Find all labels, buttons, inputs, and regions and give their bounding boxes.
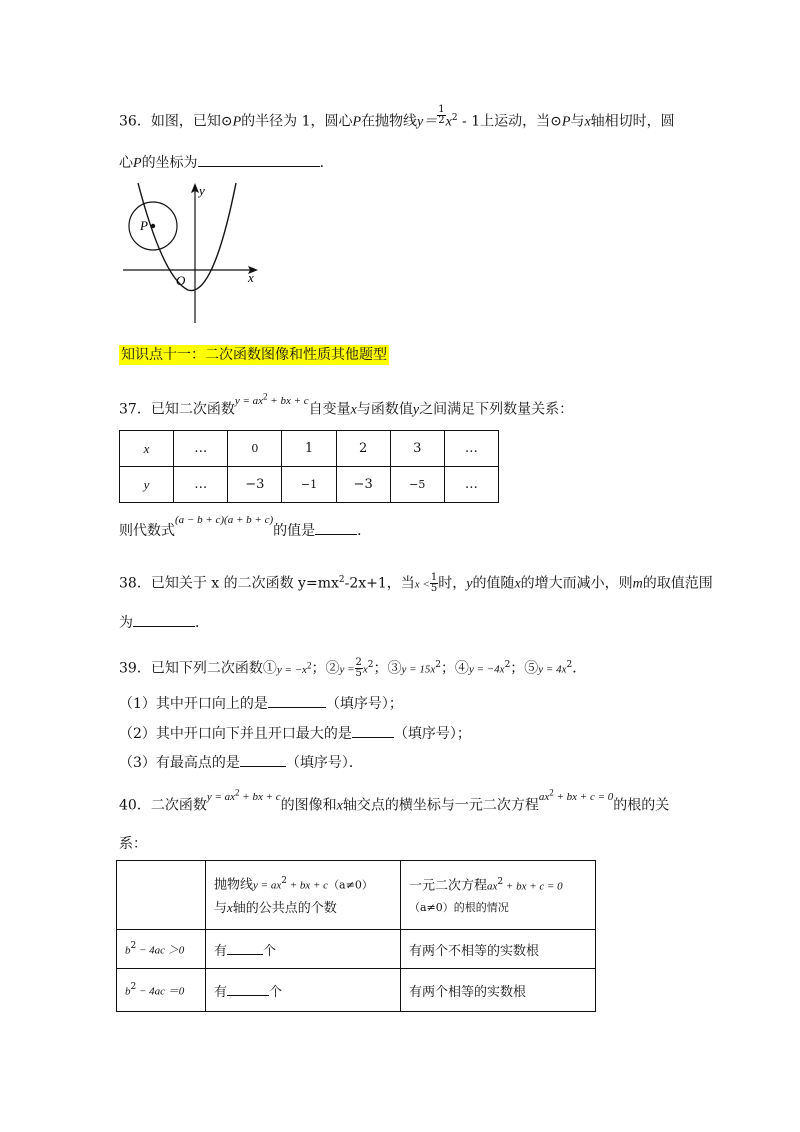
q39-text: （2）其中开口向下并且开口最大的是 [119, 726, 352, 742]
q36-var-p: P [133, 156, 142, 171]
table-cell: … [444, 467, 498, 503]
table-cell: −3 [228, 467, 282, 503]
q39-text: （填序号）． [285, 755, 363, 771]
q36-formula: x [445, 114, 452, 130]
q39-sub2 [119, 723, 471, 744]
table-row [117, 861, 596, 930]
table-cell [206, 930, 401, 969]
table-cell: x [120, 431, 174, 467]
q39-text: ． [572, 660, 587, 677]
q40-condition: b [125, 985, 131, 998]
table-header-cell [206, 861, 401, 930]
q38-var-x: x [514, 576, 521, 592]
q37-exp: 2 [263, 391, 268, 401]
q39-line1 [119, 655, 586, 680]
q39-formula: y = −x [276, 663, 307, 676]
q37-formula-part: y = ax [234, 394, 264, 407]
q37-line2 [119, 514, 372, 542]
q40-condition: − 4ac ＝0 [136, 985, 185, 998]
q36-text: 在抛物线 [361, 113, 418, 130]
point-p [151, 224, 155, 228]
q40-formula: + bx + c [286, 879, 329, 892]
q36-text: 与 [570, 113, 585, 130]
q40-text: 有 [214, 943, 228, 959]
table-row [120, 467, 499, 503]
q40-var-x: x [336, 798, 343, 814]
q36-answer-blank[interactable] [198, 152, 320, 167]
q36-line1 [119, 104, 675, 133]
q36-text: 如图，已知⊙ [150, 113, 233, 130]
q39-text: （1）其中开口向上的是 [119, 696, 268, 712]
q36-fraction [437, 105, 445, 126]
q37-text: 自变量 [308, 401, 351, 418]
table-cell: −3 [336, 467, 390, 503]
table-cell: −1 [282, 467, 336, 503]
q39-text: ；② [311, 660, 340, 677]
q40-text: 个 [269, 984, 283, 1000]
q40-row1-blank[interactable] [227, 940, 263, 955]
q40-formula: + bx + c = 0 [503, 880, 563, 893]
table-cell [206, 969, 401, 1012]
q40-exp: 2 [130, 981, 137, 992]
q36-var-p: P [232, 114, 242, 130]
q38-exp: 2 [338, 575, 345, 585]
q38-frac-num: 1 [430, 572, 438, 584]
q40-text: 轴交点的横坐标与一元二次方程 [342, 797, 539, 814]
parabola [138, 183, 236, 291]
table-cell: 有两个相等的实数根 [401, 969, 596, 1012]
q38-frac-den: 5 [430, 583, 438, 595]
q40-condition: − 4ac ＞0 [136, 944, 185, 957]
q39-formula: y = [339, 663, 355, 676]
table-cell: 3 [390, 431, 444, 467]
q40-text: （a≠0）的根的情况 [409, 901, 509, 915]
q36-var-x: x [584, 114, 591, 130]
q40-text: 的根的关 [613, 797, 670, 814]
q40-exp: 2 [235, 787, 240, 797]
q40-condition: b [125, 944, 131, 957]
table-cell-empty [117, 861, 206, 930]
q38-text: 的取值范围 [642, 575, 713, 592]
q39-sub3 [119, 752, 363, 773]
q39-formula: y = −4x [468, 663, 505, 676]
q36-text: 的坐标为 [141, 155, 198, 171]
q37-text: 则代数式 [119, 523, 175, 539]
table-cell: … [174, 431, 228, 467]
q38-var-y: y [466, 576, 473, 592]
q39-sub3-blank[interactable] [240, 752, 286, 767]
q39-exp: 2 [435, 660, 441, 670]
q39-formula: x [362, 663, 368, 676]
q36-exp: 2 [451, 113, 458, 123]
q39-text: ；④ [440, 660, 469, 677]
section-header [119, 345, 389, 365]
q38-fraction [430, 573, 438, 594]
table-cell: 1 [282, 431, 336, 467]
q40-equation [538, 787, 614, 803]
q40-eq-part: + bx + c = 0 [553, 790, 614, 803]
q39-exp: 2 [504, 660, 511, 670]
q40-table [116, 860, 596, 1012]
q38-line1 [119, 570, 713, 595]
q38-text: ． [195, 615, 209, 631]
q39-sub1-blank[interactable] [268, 693, 326, 708]
q36-text: ． [319, 155, 334, 171]
q40-exp: 2 [497, 876, 504, 887]
table-cell: 2 [336, 431, 390, 467]
q39-f1 [276, 660, 312, 676]
table-cell [117, 930, 206, 969]
q38-text: 时， [438, 575, 467, 592]
q39-formula: y = 15x [401, 663, 436, 676]
q39-exp: 2 [566, 660, 573, 670]
q36-frac-den: 2 [438, 115, 445, 127]
q40-text: 个 [263, 943, 277, 959]
table-row [120, 431, 499, 467]
q40-row2-blank[interactable] [227, 981, 269, 996]
table-row [117, 969, 596, 1012]
q39-text: （3）有最高点的是 [119, 755, 240, 771]
q37-var-y: y [412, 402, 420, 418]
q37-text: 37．已知二次函数 [119, 401, 235, 418]
q39-sub2-blank[interactable] [352, 723, 394, 738]
label-x: x [248, 270, 254, 285]
q37-expression: (a − b + c)(a + b + c) [175, 514, 274, 526]
q37-formula-part: + bx + c [267, 394, 309, 407]
q36-text: 心 [119, 155, 133, 171]
q36-text: 的半径为 1，圆心 [241, 113, 353, 130]
q40-eq-part: ax [538, 790, 550, 803]
q39-frac-den: 5 [355, 668, 362, 680]
q37-line1 [119, 391, 574, 421]
q40-condition: （a≠0） [328, 878, 373, 892]
table-cell: … [444, 431, 498, 467]
q40-var-x: x [227, 899, 233, 915]
table-cell: y [120, 467, 174, 503]
q36-var-p: P [352, 114, 362, 130]
q38-text: 的值随 [472, 575, 515, 592]
q40-formula: ax [487, 880, 498, 893]
q36-var-p: P [561, 114, 571, 130]
q39-text: （填序号）； [393, 726, 471, 742]
q39-frac-num: 2 [355, 657, 362, 669]
q39-text: （填序号）； [325, 696, 403, 712]
section-title: 知识点十一：二次函数图像和性质其他题型 [121, 347, 387, 363]
q40-text: 有 [214, 984, 228, 1000]
q40-text: 系： [119, 836, 147, 852]
q38-line2 [119, 612, 209, 633]
label-y: y [199, 183, 205, 198]
q38-text: 的增大而减小，则 [520, 575, 633, 592]
q38-condition: x < [414, 578, 430, 591]
q39-sub1 [119, 693, 403, 714]
q40-text: 轴的公共点的个数 [232, 900, 337, 916]
q40-formula [206, 787, 281, 803]
q37-table [119, 430, 499, 503]
q36-line2 [119, 152, 334, 174]
table-cell: 0 [228, 431, 282, 467]
q37-text: 之间满足下列数量关系： [419, 401, 574, 418]
q40-text: 与 [214, 900, 228, 916]
q36-number: 36． [119, 113, 151, 130]
q40-text: 的图像和 [280, 797, 337, 814]
q40-text: 40．二次函数 [119, 797, 207, 814]
q36-figure [118, 178, 268, 328]
q39-exp: 2 [306, 660, 312, 670]
q39-fraction [355, 658, 363, 679]
q40-exp: 2 [281, 876, 287, 887]
q39-formula: y = 4x [538, 663, 567, 676]
q37-text: 的值是 [273, 523, 316, 539]
q40-exp: 2 [549, 787, 554, 797]
q37-text: 与函数值 [356, 401, 413, 418]
q36-frac-num: 1 [438, 104, 445, 116]
table-cell: −5 [390, 467, 444, 503]
q40-formula-part: y = ax [206, 790, 236, 803]
q40-formula-part: + bx + c [239, 790, 281, 803]
table-cell: … [174, 467, 228, 503]
table-header-cell [401, 861, 596, 930]
q36-formula: y＝ [417, 114, 438, 130]
table-row [117, 930, 596, 969]
q38-text: 为 [119, 615, 133, 631]
q40-text: 一元二次方程 [409, 878, 488, 894]
q38-var-m: m [632, 576, 643, 592]
q40-text: 抛物线 [214, 877, 254, 893]
q38-text: -2x+1，当 [344, 575, 415, 592]
q39-text: ；③ [373, 660, 402, 677]
label-o: O [176, 273, 186, 288]
q37-text: ． [357, 523, 372, 539]
table-cell [117, 969, 206, 1012]
label-p: P [140, 218, 148, 233]
table-cell: 有两个不相等的实数根 [401, 930, 596, 969]
q38-answer-blank[interactable] [133, 612, 195, 627]
q40-line1 [119, 787, 670, 817]
q36-text: 轴相切时，圆 [590, 113, 675, 130]
q40-exp: 2 [130, 940, 137, 951]
q37-formula [234, 391, 309, 407]
q39-exp: 2 [367, 660, 374, 670]
q39-text: 39．已知下列二次函数① [119, 660, 277, 677]
q37-var-x: x [350, 402, 357, 418]
q37-answer-blank[interactable] [315, 520, 357, 535]
q36-formula: - 1 [457, 113, 481, 130]
q36-text: 上运动，当⊙ [480, 113, 562, 130]
q39-text: ；⑤ [510, 660, 539, 677]
q40-line2 [119, 834, 147, 854]
q38-text: 38．已知关于 x 的二次函数 y=mx [119, 575, 339, 592]
q40-formula: y = ax [253, 879, 282, 892]
